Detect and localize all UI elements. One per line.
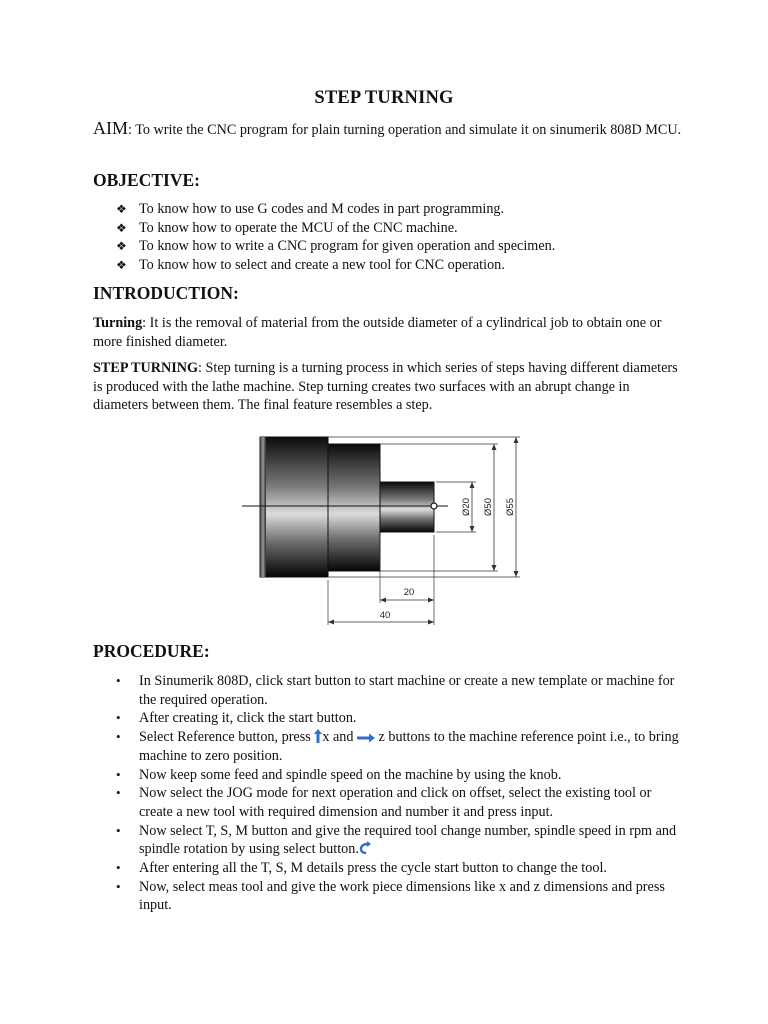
diamond-bullet-icon: ❖ — [116, 239, 127, 253]
dim-label-d55: Ø55 — [505, 498, 516, 516]
step-turning-label: STEP TURNING — [93, 360, 198, 376]
aim-text: : To write the CNC program for plain turning operation and simulate it on sinumerik 808D MCU. — [128, 122, 682, 138]
list-item: ❖ To know how to select and create a new tool for CNC operation. — [116, 256, 505, 273]
list-item: • Select Reference button, press x and z buttons to the machine reference point i.e., to bring machine to zero position. — [116, 729, 679, 764]
procedure-heading: PROCEDURE: — [93, 641, 210, 661]
diamond-bullet-icon: ❖ — [116, 257, 127, 272]
bullet-icon: • — [116, 766, 121, 782]
objective-heading: OBJECTIVE: — [93, 170, 200, 190]
bullet-icon: • — [116, 878, 121, 894]
objective-list — [116, 200, 555, 274]
list-item: • Now, select meas tool and give the work piece dimensions like x and z dimensions and press input. — [116, 878, 665, 914]
right-arrow-icon — [357, 733, 375, 743]
list-item: ❖ To know how to use G codes and M codes in part programming. — [116, 201, 505, 217]
list-item: • Now keep some feed and spindle speed on the machine by using the knob. — [116, 766, 562, 783]
bullet-icon: • — [116, 729, 121, 745]
bullet-icon: • — [116, 822, 121, 838]
turning-label: Turning — [93, 315, 143, 331]
large-section-face — [260, 437, 266, 577]
step-turning-paragraph — [93, 359, 683, 415]
aim-label: AIM — [93, 118, 128, 138]
list-item: ❖ To know how to write a CNC program for given operation and specimen. — [116, 238, 556, 254]
select-button-icon — [359, 841, 371, 855]
diamond-bullet-icon: ❖ — [116, 202, 127, 216]
bullet-icon: • — [116, 673, 121, 688]
end-point-marker — [431, 503, 437, 509]
list-item: • After creating it, click the start button. — [116, 710, 357, 727]
dim-label-len20: 20 — [403, 587, 415, 598]
dim-label-d20: Ø20 — [461, 498, 472, 516]
large-diameter-section — [260, 437, 328, 577]
introduction-heading: INTRODUCTION: — [93, 283, 239, 303]
middle-diameter-section — [328, 444, 380, 571]
procedure-list — [116, 672, 686, 915]
dim-label-d50: Ø50 — [483, 498, 494, 516]
turning-text: : It is the removal of material from the outside diameter of a cylindrical job to obtain one or more finished diameter. — [93, 315, 662, 350]
list-item: • Now select the JOG mode for next operation and click on offset, select the existing tool or create a new tool with required dimension and number it and press input. — [116, 785, 652, 820]
diamond-bullet-icon: ❖ — [116, 220, 127, 235]
aim-paragraph — [93, 119, 693, 140]
dim-label-len40: 40 — [379, 610, 391, 621]
step-turning-text: : Step turning is a turning process in which series of steps having different diameters is produced with the lathe machine. Step turning creates two surfaces with an abrupt change in diameters between them. The final feature resembles a step. — [93, 360, 678, 413]
page-title: STEP TURNING — [314, 88, 454, 108]
small-diameter-section — [380, 482, 434, 532]
list-item: • In Sinumerik 808D, click start button to start machine or create a new template or machine for the required operation. — [116, 673, 675, 708]
step-turning-drawing — [230, 425, 530, 630]
bullet-icon: • — [116, 860, 121, 876]
list-item: • After entering all the T, S, M details press the cycle start button to change the tool. — [116, 860, 607, 877]
bullet-icon: • — [116, 785, 121, 801]
turning-paragraph — [93, 314, 683, 351]
bullet-icon: • — [116, 710, 121, 726]
list-item: ❖ To know how to operate the MCU of the CNC machine. — [116, 219, 458, 236]
list-item: • Now select T, S, M button and give the required tool change number, spindle speed in rpm and spindle rotation by using select button. — [116, 822, 677, 858]
